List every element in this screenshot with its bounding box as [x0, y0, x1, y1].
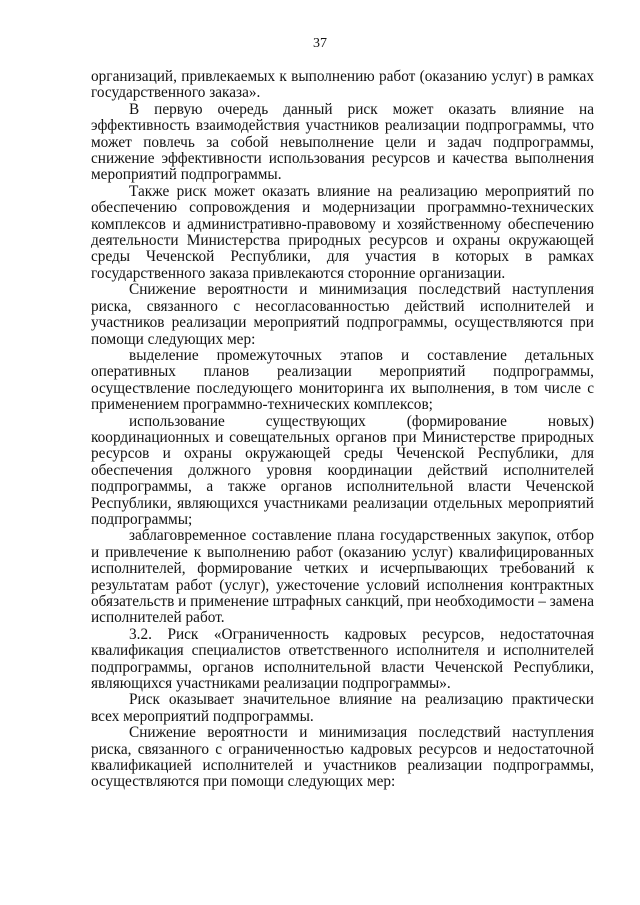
list-item: заблаговременное составление плана государственных закупок, отбор и привлечение к выполнению работ (оказанию услуг) квалифицированных исполнителей, формирование четких и исчерпывающих требований к результатам работ (услуг), ужесточение условий исполнения контрактных обязательств и применение штрафных санкций, при необходимости – замена исполнителей работ.: [91, 527, 594, 627]
list-item: выделение промежуточных этапов и составление детальных оперативных планов реализации мероприятий подпрограммы, осуществление последующего мониторинга их выполнения, в том числе с применением программно-технических комплексов;: [91, 346, 594, 414]
paragraph: Снижение вероятности и минимизация последствий наступления риска, связанного с ограниченностью кадровых ресурсов и недостаточной квалификацией исполнителей и участников реализации подпрограммы, осуществляются при помощи следующих мер:: [91, 724, 594, 791]
list-item: использование существующих (формирование новых) координационных и совещательных органов при Министерстве природных ресурсов и охраны окружающей среды Чеченской Республики, для обеспечения должного уровня координации действий исполнителей подпрограммы, а также органов исполнительной власти Чеченской Республики, являющихся участниками реализации отдельных мероприятий подпрограммы;: [91, 412, 594, 528]
paragraph: организаций, привлекаемых к выполнению работ (оказанию услуг) в рамках государственного заказа».: [91, 68, 594, 102]
paragraph: В первую очередь данный риск может оказать влияние на эффективность взаимодействия участников реализации подпрограммы, что может повлечь за собой невыполнение цели и задач подпрограммы, снижение эффективности использования ресурсов и качества выполнения мероприятий подпрограммы.: [91, 100, 594, 184]
paragraph: Также риск может оказать влияние на реализацию мероприятий по обеспечению сопровождения и модернизации программно-технических комплексов и административно-правовому и хозяйственному обеспечению деятельности Министерства природных ресурсов и охраны окружающей среды Чеченской Республики, для участия в которых в рамках государственного заказа привлекаются сторонние организации.: [91, 182, 594, 282]
page-body: [91, 69, 594, 791]
page-number: 37: [313, 36, 327, 51]
section-heading-paragraph: 3.2. Риск «Ограниченность кадровых ресурсов, недостаточная квалификация специалистов ответственного исполнителя и исполнителей подпрограммы, органов исполнительной власти Чеченской Республики, являющихся участниками реализации подпрограммы».: [91, 625, 594, 693]
paragraph: Риск оказывает значительное влияние на реализацию практически всех мероприятий подпрограммы.: [91, 691, 594, 725]
paragraph: Снижение вероятности и минимизация последствий наступления риска, связанного с несогласованностью действий исполнителей и участников реализации мероприятий подпрограммы, осуществляются при помощи следующих мер:: [91, 281, 594, 348]
